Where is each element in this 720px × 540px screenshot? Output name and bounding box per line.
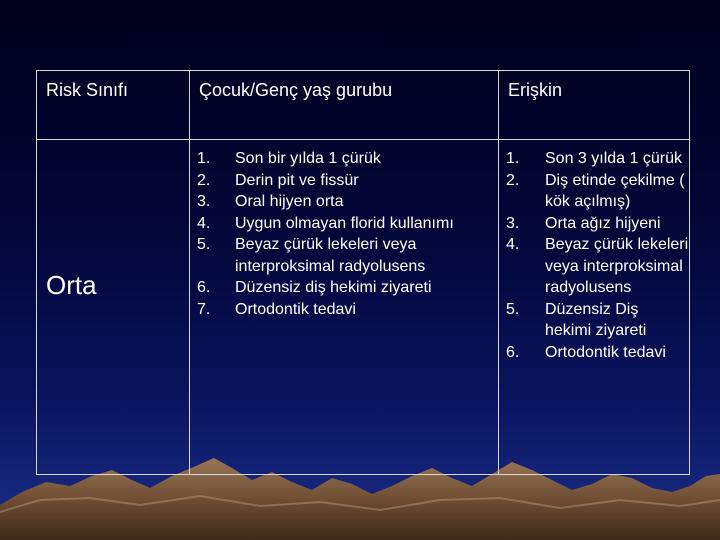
list-item: 3. Orta ağız hijyeni: [506, 214, 661, 232]
list-item: 2. Diş etinde çekilme ( kök açılmış): [506, 171, 685, 210]
header-child-age-group: Çocuk/Genç yaş gurubu: [190, 71, 499, 140]
adult-criteria-cell: [499, 140, 690, 475]
list-item: 1. Son bir yılda 1 çürük: [197, 150, 381, 167]
header-adult: Erişkin: [499, 71, 690, 140]
header-row: [37, 71, 690, 140]
child-criteria-cell: [190, 140, 499, 475]
child-criteria-list: [190, 140, 498, 320]
list-item: 1. Son 3 yılda 1 çürük: [506, 150, 682, 167]
list-item: 4. Uygun olmayan florid kullanımı: [197, 214, 454, 232]
body-row: [37, 140, 690, 475]
list-item: 3. Oral hijyen orta: [197, 193, 344, 210]
list-item: 2. Derin pit ve fissür: [197, 171, 359, 189]
adult-criteria-list: [499, 140, 689, 363]
list-item: 5. Düzensiz Diş hekimi ziyareti: [506, 300, 647, 339]
risk-class-cell: [37, 140, 190, 475]
list-item: 7. Ortodontik tedavi: [197, 300, 356, 318]
list-item: 4. Beyaz çürük lekeleri veya interproksimal radyolusens: [506, 236, 689, 296]
list-item: 5. Beyaz çürük lekeleri veya interproksimal radyolusens: [197, 236, 426, 275]
list-item: 6. Ortodontik tedavi: [506, 343, 666, 361]
risk-class-value: Orta: [46, 270, 97, 300]
list-item: 6. Düzensiz diş hekimi ziyareti: [197, 279, 432, 296]
header-risk-class: Risk Sınıfı: [37, 71, 190, 140]
risk-table: [36, 70, 690, 475]
